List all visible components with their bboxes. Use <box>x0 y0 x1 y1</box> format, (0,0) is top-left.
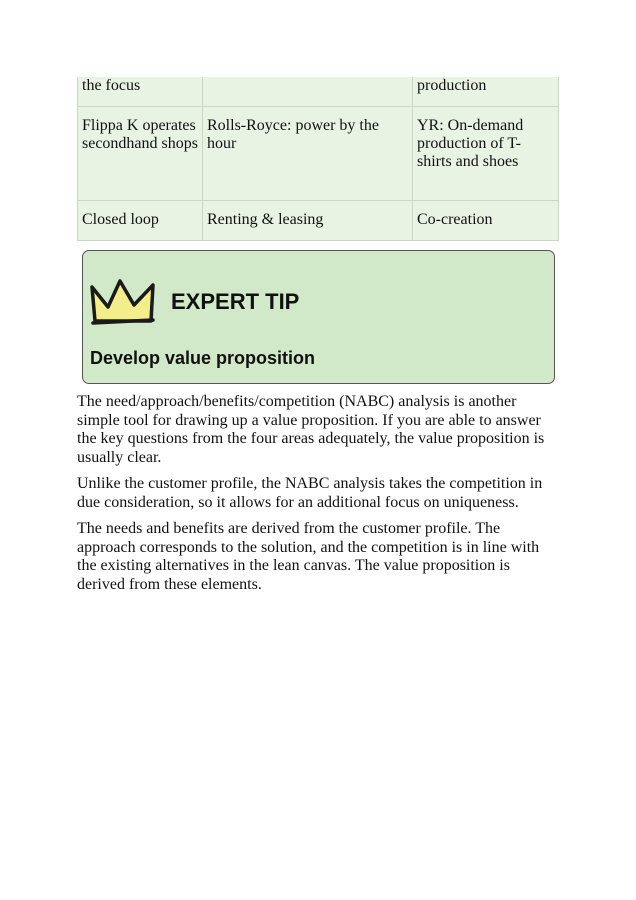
table-cell: production <box>413 77 559 107</box>
paragraph: The needs and benefits are derived from the customer profile. The approach corresponds to the solution, and the competition is in line with the existing alternatives in the lean canvas. The value proposition is derived from these elements. <box>77 520 540 593</box>
table-cell: Renting & leasing <box>203 201 413 241</box>
table-row <box>78 107 559 201</box>
paragraph: Unlike the customer profile, the NABC analysis takes the competition in due consideration, so it allows for an additional focus on uniqueness. <box>77 475 543 511</box>
table-row <box>78 77 559 107</box>
table-cell: Rolls-Royce: power by the hour <box>203 107 413 201</box>
crown-icon <box>89 277 159 329</box>
body-text <box>77 393 561 602</box>
expert-tip-box <box>82 250 555 384</box>
table-cell: Closed loop <box>78 201 203 241</box>
examples-table <box>77 77 559 241</box>
table-cell <box>203 77 413 107</box>
table-cell: Flippa K operates secondhand shops <box>78 107 203 201</box>
table-cell: the focus <box>78 77 203 107</box>
table-row <box>78 201 559 241</box>
tip-subtitle: Develop value proposition <box>90 348 316 368</box>
table-cell: Co-creation <box>413 201 559 241</box>
tip-title: EXPERT TIP <box>171 289 300 314</box>
table-cell: YR: On-demand production of T-shirts and shoes <box>413 107 559 201</box>
paragraph: The need/approach/benefits/competition (NABC) analysis is another simple tool for drawing up a value proposition. If you are able to answer the key questions from the four areas adequately, the value proposition is usually clear. <box>77 393 545 466</box>
